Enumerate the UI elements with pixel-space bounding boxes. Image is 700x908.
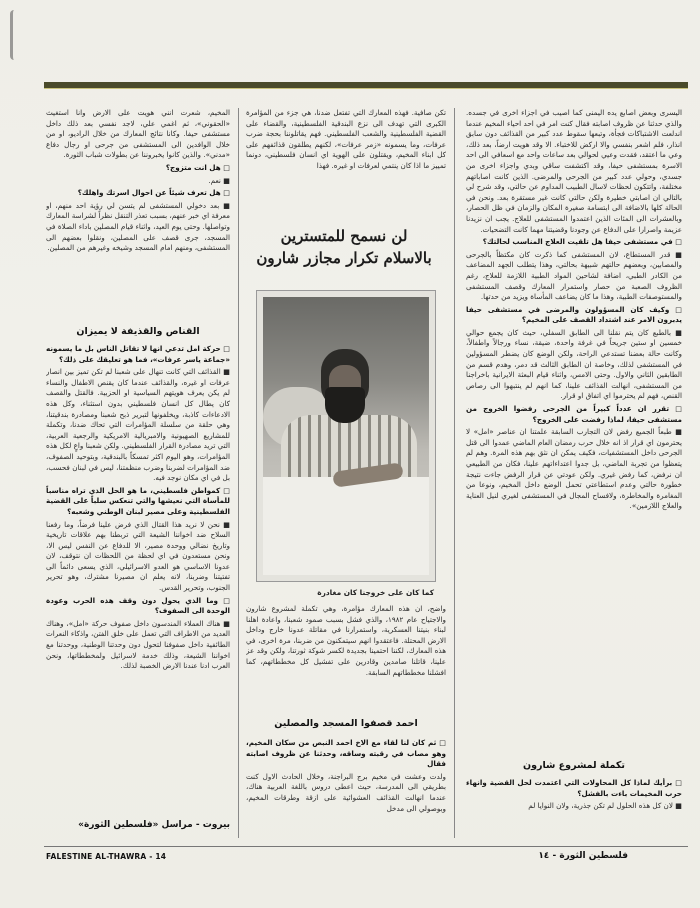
- headline: [250, 226, 438, 268]
- answer: ■ طبعاً الجميع رفض لان التجارب السابقة علمتنا ان عناصر «امل» لا يحترمون اي قرار اذ انه خلال حرب رمضان العام الماضي عمدوا الى قتل الجرحى داخل المستشفيات، فكيف يمكن ان نثق بهم هذه المرة. وهم لم يتعظوا من تجربة الماضي، بل جدوا اعتداءاتهم علينا، فكان من الطبيعي ان نرفض، كما رفض غيري. ولكن عودتي عن قرار الرفض جاءت نتيجة خطورة حالتي وعدم استطاعتي تحمل الوضع داخل المخيم، ونوعا من المغامرة والمخاطرة، ولافساح المجال في المستشفى لغيري لنيل العناية والعلاج اللازمين».: [466, 427, 682, 511]
- answer: واضح، ان هذه المعارك مؤامرة، وهي تكملة لمشروع شارون والاجتياح عام ١٩٨٢، والذي فشل بسبب صمود شعبنا، واعادة اهلنا لبناء بنيتنا العسكرية، واستمرارنا في مقاتلة عدونا خارج وداخل الارض المحتلة. فاعتقدوا انهم سيتمكنون من ضربنا، مرة اخرى، في هذه المعارك، لكننا احتمينا بجديدة لكسر شوكة ثورتنا، ولكن وقد عز علينا، قاتلنا صامدين وقادرين على تفشيل كل مخططاتهم، كما افشلنا مخططاتهم السابقة.: [246, 604, 446, 677]
- answer: ولدت وعشت في مخيم برج البراجنة، وخلال الحادث الاول كنت بطريقي الى المدرسة، حيث اعطى دروس باللغة العربية هناك، عندما انهالت القذائف العشوائية على ازقة وطرقات المخيم، وبوصولي الى مدخل: [246, 771, 446, 813]
- question: □ ثم كان لنا لقاء مع الاخ احمد النبص من سكان المخيم، وهو مصاب في رقبته وساقه، وحدثنا عن ظروف اصابته فقال: [246, 738, 446, 769]
- answer: ■ بعد دخولي المستشفى لم يتسن لي رؤية احد منهم، او معرفة اي خبر عنهم، بسبب تعذر التنقل نظراً لشراسة المعارك وتواصلها. وحتى يوم العيد، واثناء قيام المصلين باداء الصلاة في المسجد، جرى قصف على المصلين، ونقلوا بعضهم الى المستشفى، ومنهم امام المسجد وشيخه وغيرهم من المصلين.: [46, 200, 230, 253]
- footer-rule: [44, 846, 688, 847]
- answer: ■ بالطبع كان يتم نقلنا الى الطابق السفلي، حيث كان يجمع حوالي خمسين او ستين جريحاً في غرفة واحدة، ضيقة، نساء ورجالاً واطفالاً، وكانت حالة بعضنا تستدعي الراحة، ولكن الوضع كان يضطر المسؤولين في المستشفى لذلك، وخاصة ان الطابق الثالث قد دمر، وهدم قسم من الطابقين الثاني والاول. وحتى الامس، واثناء قيام البعثة الايرانية باخراجنا من المستشفى، انهالت القذائف علينا، كما انهم لم ينتبهوا الى رصاص القنص، فهم لم يحترموا اي اتفاق او قرار.: [466, 327, 682, 401]
- answer: ■ نعم.: [208, 175, 230, 185]
- footer-masthead-arabic: فلسطين الثورة - ١٤: [538, 851, 628, 861]
- answer: ■ نحن لا نريد هذا القتال الذي فرض علينا فرضاً، وما رفعنا السلاح ضد اخواننا الشيعة التي تربطنا بهم علاقات تاريخية وتاريخ نضالي ووحدة مصير، الا للدفاع عن النفس ليس الا، ونحن مستعدون في اي لحظة من اللحظات ان نتوقف، لان عدونا الاساسي هو العدو الاسرائيلي، الذي يسعى دائماً الى تفتيتنا وضربنا، لانه يعلم ان مصيرنا مشترك، وهو تحرير الجنوب، وتحرير القدس.: [46, 519, 230, 593]
- answer: ■ لان كل هذه الحلول لم تكن جذرية، ولان النوايا لم: [528, 801, 682, 811]
- section-title-sniper: القناص والقذيفة لا يميزان: [76, 326, 200, 337]
- question: □ وكيف كان المسؤولون والمرضى في مستشفى حيفا يدبرون الامر عند اشتداد القصف على المخيم؟: [466, 304, 682, 325]
- column-right-top: [466, 108, 682, 772]
- binder-tab: [10, 10, 31, 60]
- portrait-photo: [263, 297, 429, 575]
- column-middle-bottom-2: [246, 738, 446, 838]
- column-right-bottom: [466, 778, 682, 838]
- section-title-sharon: تكملة لمشروع شارون: [522, 760, 625, 771]
- column-middle-top: [246, 108, 446, 216]
- answer: ■ القذائف التي كانت تنهال على شعبنا لم تكن تميز بين انصار عرفات او غيره، والقذائف عندما كان يقنص الاطفال والنساء لم يكن يعرف هويتهم السياسية او الحزبية. فالقتل والقصف كان يطال كل انسان فلسطيني بدون استثناء، وكل هذه الادعاءات كاذبة، ويخلفونها لتبرير ذبح شعبنا ومصادرة بندقيتنا، وهي حلقة من سلسلة المؤامرات التي تحاك ضدنا، وتكملة للمشاريع الصهيونية والامبريالية الامريكية والرجعية العربية، التي تريد مصادرة القرار الفلسطيني. ولكن شعبنا واعٍ لكل هذه المؤامرات، وهو اليوم اكثر تمسكاً بالبندقية، وبتوحيد الصفوف، ضد المؤامرات لضربنا وضرب منظمتنا، ليس في لبنان فحسب، بل في اي مكان نوجد فيه.: [46, 367, 230, 483]
- column-middle-bottom: [246, 604, 446, 714]
- top-rule: [44, 82, 688, 89]
- headline-line-1: لن نسمح للمتسترين: [280, 227, 408, 245]
- column-left-top: [46, 108, 230, 322]
- column-separator: [454, 108, 455, 838]
- photo-caption: كما كان على خروجنا كان مغادرة: [317, 588, 434, 597]
- column-separator-2: [238, 108, 239, 838]
- headline-line-2: بالاسلام تكرار مجازر شارون: [256, 249, 432, 267]
- question: □ هل تعرف شيئاً عن احوال اسرتك واهلك؟: [77, 188, 230, 198]
- question: □ في مستشفى حيفا هل تلقيت العلاج المناسب لحالتك؟: [482, 237, 682, 247]
- column-left-bottom: [46, 344, 230, 814]
- photo-frame: [256, 290, 436, 582]
- signoff: بيروت - مراسل «فلسطين الثورة»: [78, 820, 230, 830]
- answer: ■ قدر المستطاع، لان المستشفى كما ذكرت كان مكتظاً بالجرحى والمصابين، وبعضهم حالتهم شبيهة بحالتي، وهذا يتطلب الجهد المضاعف من الكادر الطبي، اضافة لشاحين المواد الطبية اللازمة للعلاج، رغم الظروف الصعبة من حصار واستمرار المعارك وقصف المستشفى والمستوصفات الطبية، وهذا ما كان يضاعف المأساة ويزيد من حدتها.: [466, 249, 682, 302]
- section-title-mosque: احمد قصفوا المسجد والمصلين: [274, 718, 418, 729]
- answer: المخيم، شعرت انني هويت على الارض وانا استغيث «الحقوني»، ثم اغمي علي، لاجد نفسي بعد ذلك داخل مستشفى حيفا. وكانا نتائج المعارك من خلال الراديو، او من خلال الوافدين الى المستشفى من جرحى او رجال دفاع «مدني». والذين كانوا يخبروننا عن بطولات شباب الثورة.: [46, 108, 230, 160]
- photo-blanket: [263, 477, 429, 575]
- answer: اليسرى وبعض اصابع يده اليمنى كما اصيب في اجزاء اخرى في جسده. والذي حدثنا عن ظروف اصابته فقال كنت امر في احد احياء المخيم عندما اندلعت الاشتباكات فجأة، وتبعها سقوط عدد كبير من القذائف دون سابق انذار، فلم اشعر بنفسي والا اركض للاختباء. الا وقد هويت ارضاً، بعد ذلك، وعي ما اعتقد، فقدت وعيي لحوالي بعد ساعات واحد مع اسعافي الى احد الاسرة بمستشفى حيفا، وقد اكتشفت ساقي وبدي واجزاء اخرى من جسدي، وحولي عدد كبير من الجرحى والمرضى. الذين كانت اصاباتهم مختلفة، واتتكون لحظات لاسال الطبيب المداوم عن حالتي، وقد شرح لي بالتالي ان اصابتي خطيرة ولكن حالتي كانت غير مستقرة بعد. ونحن في الحالة كلها بالاضافة الى ابتسامة صغيرة المكان والزمان في ظل الحصار، وبالعشرات الى المئات الذين اعتمدوا المستشفى للعلاج. يجب ان نزيدنا عزيمة واصرارا على الدفاع عن وجودنا وقضيتنا مهما كانت التضحيات.: [466, 108, 682, 234]
- photo-beard: [325, 387, 365, 423]
- paragraph: تكن صافية. فهذه المعارك التي تفتعل ضدنا، هي جزء من المؤامرة الكبرى التي تهدف الى نزع البندقية الفلسطينية، والقضاء على القضية الفلسطينية والشعب الفلسطيني. فهم يقاتلوننا بحجة ضرب عرفات، وما يسمونه «زمر عرفات»، لكنهم يطلقون قذائفهم على كل ابناء المخيم، ويقتلون على الهوية اي انسان فلسطيني، دونما تمييز ما اذا كان ينتمي لعرفات او غيره. فهذا: [246, 108, 446, 170]
- footer-masthead-latin: FALESTINE AL-THAWRA - 14: [46, 852, 167, 861]
- question: □ برأيك لماذا كل المحاولات التي اعتمدت لحل القضية وانهاء حرب المخيمات باءت بالفشل؟: [466, 778, 682, 798]
- answer: ■ هناك العملاء المندسون داخل صفوف حركة «امل»، وهناك العديد من الاطراف التي تعمل على خلق الفتن، واذكاء النعرات الطائفية داخل صفوفنا لتحول دون وحدتنا الوطنية، ووحدتنا مع اخواننا الشيعة، وذلك خدمة لاسرائيل ولمخططاتها، ونحن العرب ادنا عندنا الارض الخصبة لذلك.: [46, 618, 230, 671]
- question: □ كمواطن فلسطيني، ما هو الحل الذي تراه مناسباً للمأساة التي نعيشها والتي تنعكس سلباً على القضية الفلسطينية وعلى مصير لبنان الوطني وشعبه؟: [46, 485, 230, 516]
- question: □ هل انت متزوج؟: [165, 162, 230, 172]
- question: □ حركة امل تدعي انها لا تقاتل الناس بل ما يسمونه «جماعة ياسر عرفات»، فما هو تعليقك على ذلك؟: [46, 344, 230, 364]
- question: □ وما الذي يحول دون وقف هذه الحرب وعودة الوحدة الى الصفوف؟: [46, 595, 230, 616]
- question: □ تقرر ان عدداً كبيراً من الجرحى رفضوا الخروج من مستشفى حيفا، لماذا رفضت على الخروج؟: [466, 404, 682, 424]
